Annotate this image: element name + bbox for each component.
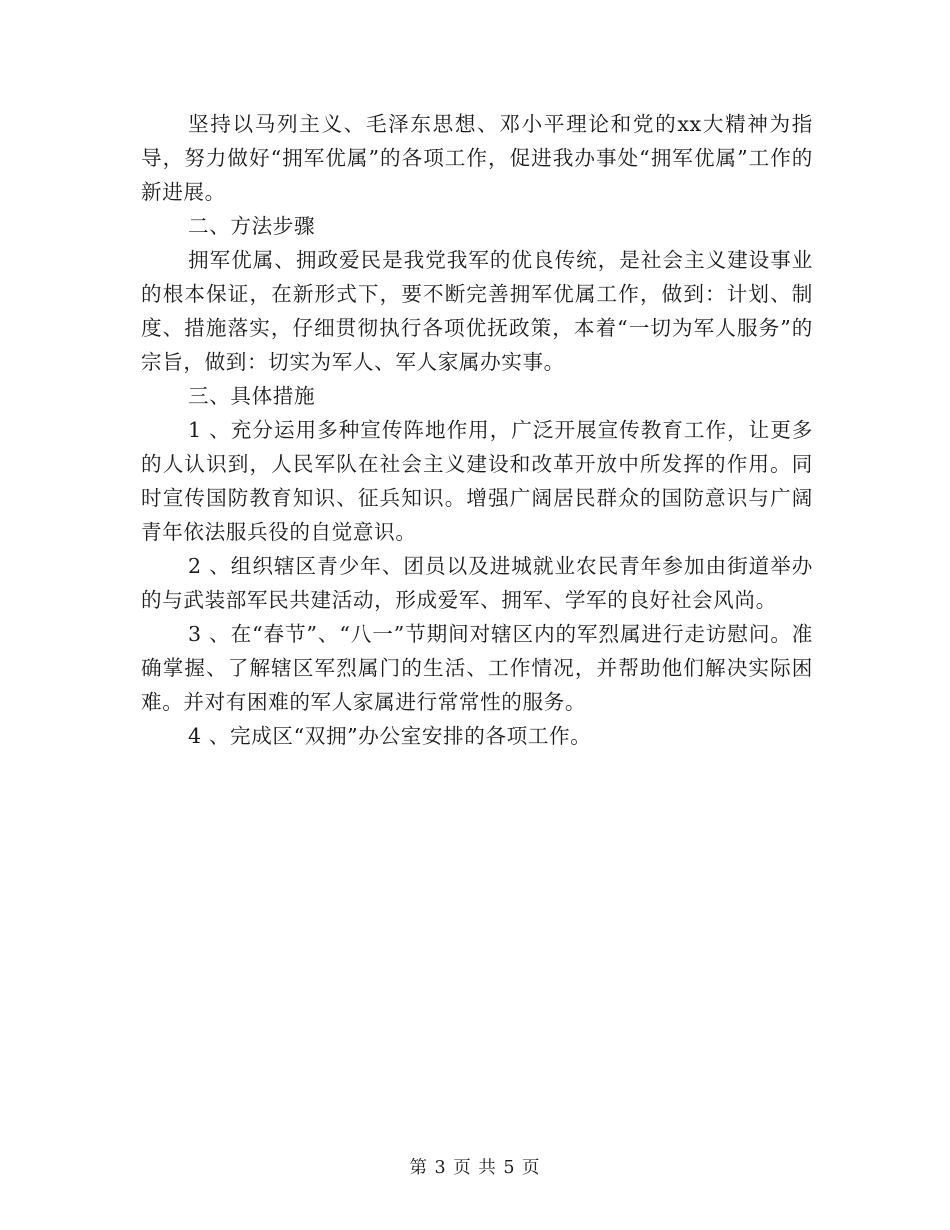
paragraph-measure-1: 1 、充分运用多种宣传阵地作用，广泛开展宣传教育工作，让更多的人认识到，人民军队在社会主义建设和改革开放中所发挥的作用。同时宣传国防教育知识、征兵知识。增强广阔居民群众的国防意识与广阔青年依法服兵役的自觉意识。 bbox=[141, 418, 813, 544]
page-number: 第 3 页 共 5 页 bbox=[409, 1158, 541, 1178]
document-body bbox=[141, 107, 813, 753]
paragraph-measure-2: 2 、组织辖区青少年、团员以及进城就业农民青年参加由街道举办的与武装部军民共建活动，形成爱军、拥军、学军的良好社会风尚。 bbox=[141, 554, 813, 612]
paragraph-methods: 拥军优属、拥政爱民是我党我军的优良传统，是社会主义建设事业的根本保证，在新形式下，要不断完善拥军优属工作，做到：计划、制度、措施落实，仔细贯彻执行各项优抚政策，本着“一切为军人服务”的宗旨，做到：切实为军人、军人家属办实事。 bbox=[141, 248, 813, 374]
section-heading-measures: 三、具体措施 bbox=[188, 384, 316, 408]
paragraph-measure-4: 4 、完成区“双拥”办公室安排的各项工作。 bbox=[188, 724, 592, 748]
section-heading-methods: 二、方法步骤 bbox=[188, 214, 316, 238]
paragraph-measure-3: 3 、在“春节”、“八一”节期间对辖区内的军烈属进行走访慰问。准确掌握、了解辖区军烈属门的生活、工作情况，并帮助他们解决实际困难。并对有困难的军人家属进行常常性的服务。 bbox=[141, 622, 813, 714]
paragraph-guiding-principle: 坚持以马列主义、毛泽东思想、邓小平理论和党的xx大精神为指导，努力做好“拥军优属”的各项工作，促进我办事处“拥军优属”工作的新进展。 bbox=[141, 112, 813, 204]
